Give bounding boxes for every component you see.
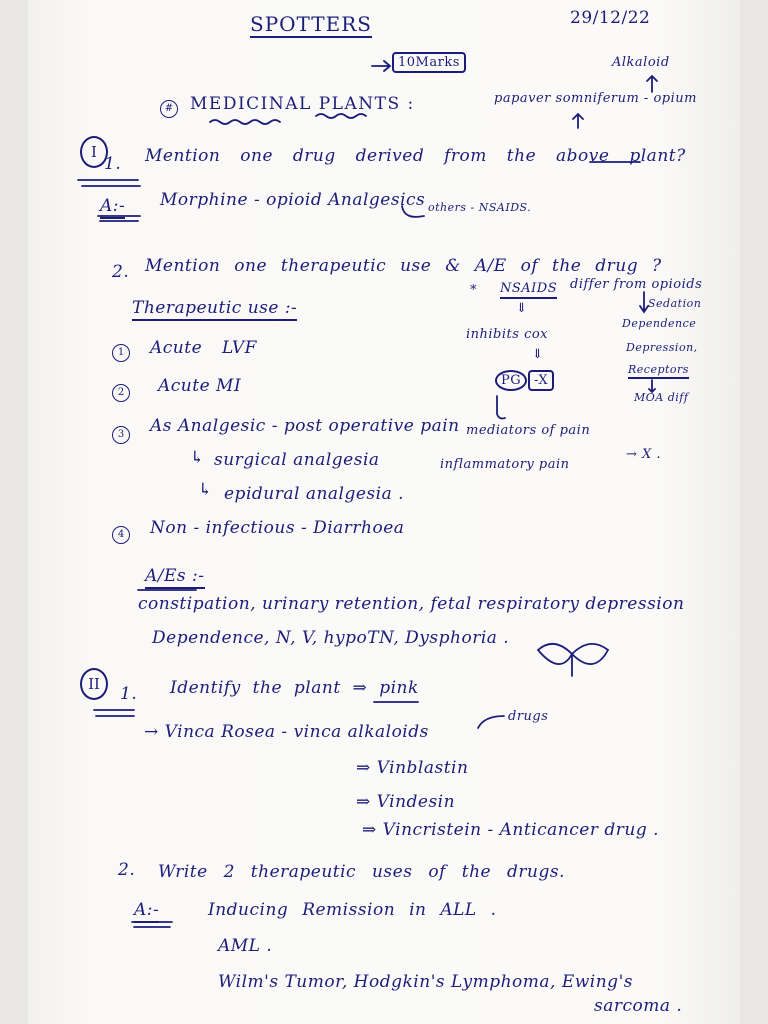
side-depression: Depression,	[626, 341, 698, 354]
ae-line-1: constipation, urinary retention, fetal respiratory depression	[138, 594, 685, 614]
page-title: SPOTTERS	[250, 12, 372, 36]
drugs-note: drugs	[508, 709, 549, 724]
use-1: Acute LVF	[150, 338, 257, 358]
vinca-line: → Vinca Rosea - vinca alkaloids	[144, 722, 429, 742]
use-num-4: 4	[112, 526, 130, 544]
drug-3: ⇒ Vincristein - Anticancer drug .	[362, 820, 660, 840]
answer-line-1: Inducing Remission in ALL .	[208, 900, 497, 920]
side-star: *	[470, 283, 477, 298]
drug-1: ⇒ Vinblastin	[356, 758, 469, 778]
ae-title: A/Es :-	[145, 568, 205, 589]
date: 29/12/22	[570, 8, 651, 28]
side-pg-x: -X	[528, 370, 554, 391]
identify-text: Identify the plant ⇒ pink	[170, 678, 419, 698]
write-uses-text: Write 2 therapeutic uses of the drugs.	[158, 862, 565, 882]
q1-text: Mention one drug derived from the above plant?	[145, 146, 686, 166]
q2-1-number: 1.	[120, 684, 138, 704]
roman-two: II	[80, 668, 108, 700]
side-dependence: Dependence	[622, 317, 697, 330]
ae-line-2: Dependence, N, V, hypoTN, Dysphoria .	[152, 628, 510, 648]
drug-2: ⇒ Vindesin	[356, 792, 456, 812]
side-inflammatory: inflammatory pain	[440, 457, 570, 472]
use-num-2: 2	[112, 384, 130, 402]
use-num-3: 3	[112, 426, 130, 444]
alkaloid-label: Alkaloid	[612, 55, 670, 70]
others-note: others - NSAIDS.	[428, 201, 532, 214]
side-mediators: mediators of pain	[466, 423, 591, 438]
down-arrow-icon: ⇓	[516, 301, 528, 316]
side-sedation: Sedation	[648, 297, 702, 310]
q2-number: 2.	[112, 262, 130, 282]
answer-line-3: Wilm's Tumor, Hodgkin's Lymphoma, Ewing's	[218, 972, 633, 992]
section-title: MEDICINAL PLANTS :	[190, 94, 415, 114]
plant-label: papaver somniferum - opium	[494, 91, 697, 106]
use-2: Acute MI	[158, 376, 242, 396]
use-3: As Analgesic - post operative pain	[150, 416, 460, 436]
side-differ: differ from opioids	[570, 277, 703, 292]
use-4: Non - infectious - Diarrhoea	[150, 518, 405, 538]
page-edge-left	[0, 0, 28, 1024]
use-num-1: 1	[112, 344, 130, 362]
answer-label: A:-	[100, 198, 125, 219]
side-arrow-x: → X .	[626, 447, 662, 462]
q1-number: 1.	[104, 154, 122, 174]
answer-line-4: sarcoma .	[594, 996, 683, 1016]
answer-label-2: A:-	[134, 902, 159, 923]
side-nsaids: NSAIDS	[500, 282, 557, 299]
answer-line-2: AML .	[218, 936, 273, 956]
page-edge-right	[740, 0, 768, 1024]
answer-text: Morphine - opioid Analgesics	[160, 190, 426, 210]
q2-text: Mention one therapeutic use & A/E of the drug ?	[145, 256, 662, 276]
down-arrow-icon: ⇓	[532, 347, 544, 362]
marks-box: 10Marks	[392, 52, 466, 73]
side-pg: PG	[495, 370, 527, 391]
side-inhibits: inhibits cox	[466, 327, 549, 342]
side-receptors: Receptors	[628, 364, 689, 379]
section-hash-icon: #	[160, 100, 178, 118]
use-3-sub-a: surgical analgesia	[214, 450, 380, 470]
therapeutic-title: Therapeutic use :-	[132, 300, 297, 321]
use-3-sub-b-arrow: ↳	[198, 480, 213, 500]
use-3-sub-b: epidural analgesia .	[224, 484, 405, 504]
roman-one: I	[80, 136, 108, 168]
use-3-sub-a-arrow: ↳	[190, 448, 205, 468]
q2-2-number: 2.	[118, 860, 136, 880]
side-moa: MOA diff	[634, 391, 689, 404]
